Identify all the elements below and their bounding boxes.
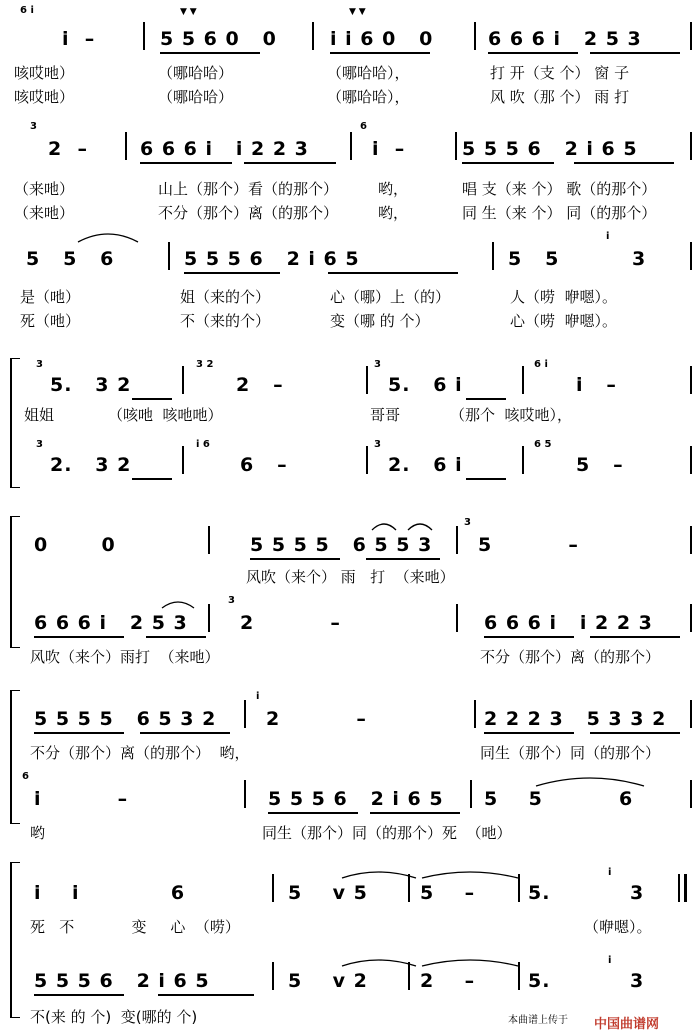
slur <box>370 518 440 532</box>
lyric: （哪哈哈） <box>158 64 234 82</box>
notes-measure: 5. <box>528 970 551 992</box>
beam-line <box>132 398 172 400</box>
notes-measure: 2 – <box>266 708 367 730</box>
lyric: 人（唠 咿嗯）。 <box>510 288 618 306</box>
grace-note: 3 <box>464 517 471 528</box>
lyric: 哟， <box>378 204 409 222</box>
barline <box>312 22 314 50</box>
notes-measure: 5 – <box>478 534 579 556</box>
final-barline <box>684 874 687 902</box>
lyric: 风吹（来个） 雨 打 （来吔） <box>246 568 455 586</box>
notes-measure: 6 – <box>240 454 288 476</box>
barline <box>474 22 476 50</box>
barline <box>408 874 410 902</box>
beam-line <box>132 478 172 480</box>
lyric: 是（吔） <box>20 288 81 306</box>
grace-note: i <box>606 231 610 242</box>
notes-measure: 5 v 5 <box>288 882 368 904</box>
lyric: 咳哎吔） <box>14 64 75 82</box>
barline <box>690 526 692 554</box>
barline <box>492 242 494 270</box>
beam-line <box>574 162 674 164</box>
lyric: 心（哪）上（的） <box>330 288 451 306</box>
notes-measure: 5 5 5 6 2 i 6 5 <box>34 970 210 992</box>
beam-line <box>140 162 232 164</box>
notes-measure: i i 6 0 0 <box>330 28 434 50</box>
lyric: 不分（那个）离（的那个） 哟， <box>30 744 250 762</box>
grace-note: i <box>608 955 612 966</box>
notes-measure: 5. 6 i <box>388 374 463 396</box>
notes-measure: 2 2 2 3 5 3 3 2 <box>484 708 667 730</box>
lyric: 姐姐 <box>24 406 55 424</box>
beam-line <box>140 732 230 734</box>
grace-note: 6 <box>22 771 29 782</box>
barline <box>366 366 368 394</box>
barline <box>690 366 692 394</box>
grace-note: 3 2 <box>196 359 214 370</box>
barline <box>455 132 457 160</box>
grace-note: 3 <box>228 595 235 606</box>
barline <box>678 874 680 902</box>
barline <box>366 446 368 474</box>
notes-measure: 2. 6 i <box>388 454 463 476</box>
notes-measure: 2 – <box>236 374 284 396</box>
accent-mark: ▼ ▼ <box>180 7 197 17</box>
lyric: 死 不 变 心 （唠） <box>30 918 240 936</box>
barline <box>456 526 458 554</box>
slur <box>160 596 200 610</box>
site-logo[interactable]: 中国曲谱网 <box>594 1017 660 1032</box>
accent-mark: ▼ ▼ <box>349 7 366 17</box>
beam-line <box>370 812 460 814</box>
barline <box>244 700 246 728</box>
barline <box>272 874 274 902</box>
grace-note: i <box>608 867 612 878</box>
beam-line <box>34 732 124 734</box>
barline <box>208 526 210 554</box>
notes-measure: 3 <box>632 248 647 270</box>
lyric: 哟， <box>378 180 409 198</box>
barline <box>518 874 520 902</box>
lyric: 咳哎吔） <box>14 88 75 106</box>
system-bracket <box>10 690 20 824</box>
system-bracket <box>10 516 20 648</box>
notes-measure: 6 6 6 i i 2 2 3 <box>140 138 309 160</box>
beam-line <box>34 636 124 638</box>
notes-measure: 5 5 5 5 6 5 3 2 <box>34 708 217 730</box>
footer-uploader-text: 本曲谱上传于 <box>508 1015 568 1026</box>
notes-measure: 5 – <box>576 454 624 476</box>
barline <box>456 604 458 632</box>
barline <box>690 22 692 50</box>
barline <box>143 22 145 50</box>
lyric: （咳吔 咳吔吔） <box>108 406 223 424</box>
notes-measure: 5 5 5 6 2 i 6 5 <box>462 138 638 160</box>
notes-measure: i – <box>34 788 129 810</box>
barline <box>470 780 472 808</box>
lyric: 同 生（来 个） 同（的那个） <box>462 204 657 222</box>
beam-line <box>160 52 260 54</box>
lyric: 心（唠 咿嗯）。 <box>510 312 618 330</box>
notes-measure: 6 6 6 i i 2 2 3 <box>484 612 653 634</box>
grace-note: 6 <box>360 121 367 132</box>
notes-measure: 2. 3 2 <box>50 454 132 476</box>
beam-line <box>268 812 358 814</box>
beam-line <box>328 272 458 274</box>
lyric: （哪哈哈） <box>158 88 234 106</box>
lyric: 不（来的个） <box>180 312 271 330</box>
grace-note: i 6 <box>196 439 210 450</box>
barline <box>522 446 524 474</box>
slur <box>534 774 646 788</box>
beam-line <box>466 478 506 480</box>
slur <box>340 954 520 968</box>
notes-measure: 5 5 5 6 2 i 6 5 <box>184 248 360 270</box>
barline <box>272 962 274 990</box>
notes-measure: 6 6 6 i 2 5 3 <box>34 612 188 634</box>
barline <box>125 132 127 160</box>
beam-line <box>146 636 206 638</box>
barline <box>690 446 692 474</box>
lyric: （咿嗯）。 <box>584 918 652 936</box>
notes-measure: 2 – <box>420 970 476 992</box>
beam-line <box>590 732 680 734</box>
grace-note: 3 <box>374 439 381 450</box>
barline <box>408 962 410 990</box>
lyric: 哥哥 <box>370 406 401 424</box>
beam-line <box>330 52 430 54</box>
notes-measure: 2 – <box>48 138 88 160</box>
notes-measure: 6 6 6 i 2 5 3 <box>488 28 642 50</box>
lyric: 风 吹（那 个） 雨 打 <box>490 88 630 106</box>
beam-line <box>184 272 280 274</box>
lyric: （来吔） <box>14 180 75 198</box>
beam-line <box>488 52 578 54</box>
lyric: （那个 咳哎吔）， <box>450 406 573 424</box>
grace-note: 3 <box>36 359 43 370</box>
grace-note: 3 <box>36 439 43 450</box>
beam-line <box>250 558 340 560</box>
beam-line <box>590 636 680 638</box>
barline <box>168 242 170 270</box>
lyric: （来吔） <box>14 204 75 222</box>
grace-note: 6 5 <box>534 439 552 450</box>
slur <box>340 866 520 880</box>
barline <box>518 962 520 990</box>
notes-measure: 2 – <box>240 612 341 634</box>
notes-measure: 5 5 6 0 0 <box>160 28 277 50</box>
barline <box>690 700 692 728</box>
barline <box>522 366 524 394</box>
lyric: 不分（那个）离（的那个） <box>158 204 339 222</box>
lyric: 死（吔） <box>20 312 81 330</box>
beam-line <box>484 732 574 734</box>
beam-line <box>462 162 554 164</box>
barline <box>350 132 352 160</box>
notes-measure: 5 5 5 6 2 i 6 5 <box>268 788 444 810</box>
notes-measure: 5 5 6 <box>26 248 115 270</box>
grace-note: 6 i <box>534 359 548 370</box>
beam-line <box>34 994 124 996</box>
barline <box>244 780 246 808</box>
lyric: 风吹（来个）雨打 （来吔） <box>30 648 220 666</box>
notes-measure: 5 5 6 <box>484 788 634 810</box>
lyric: 不(来 的 个) 变(哪的 个) <box>30 1008 198 1026</box>
beam-line <box>244 162 336 164</box>
barline <box>690 604 692 632</box>
notes-measure: 3 <box>630 882 645 904</box>
notes-measure: i – <box>372 138 406 160</box>
notes-measure: 0 0 <box>34 534 116 556</box>
lyric: 唱 支（来 个） 歌（的那个） <box>462 180 657 198</box>
lyric: 同生（那个）同（的那个） <box>480 744 661 762</box>
lyric: 打 开（支 个） 窗 子 <box>490 64 630 82</box>
lyric: 山上（那个）看（的那个） <box>158 180 339 198</box>
slur <box>76 230 140 244</box>
lyric: 哟 <box>30 824 46 842</box>
notes-measure: 5. <box>528 882 551 904</box>
system-bracket <box>10 862 20 1018</box>
notes-measure: 5 5 <box>508 248 560 270</box>
lyric: 不分（那个）离（的那个） <box>480 648 661 666</box>
system-bracket <box>10 358 20 488</box>
grace-note: 6 i <box>20 5 34 16</box>
notes-measure: i i 6 <box>34 882 186 904</box>
lyric: 姐（来的个） <box>180 288 271 306</box>
beam-line <box>158 994 254 996</box>
barline <box>474 700 476 728</box>
lyric: 同生（那个）同（的那个）死 （吔） <box>262 824 512 842</box>
barline <box>182 366 184 394</box>
grace-note: 3 <box>30 121 37 132</box>
notes-measure: i – <box>576 374 617 396</box>
barline <box>182 446 184 474</box>
notes-measure: 5 5 5 5 6 5 5 3 <box>250 534 433 556</box>
barline <box>208 604 210 632</box>
grace-note: 3 <box>374 359 381 370</box>
notes-measure: 5 v 2 <box>288 970 368 992</box>
notes-measure: 5 – <box>420 882 476 904</box>
notes-measure: i – <box>62 28 96 50</box>
grace-note: i <box>256 691 260 702</box>
lyric: 变（哪 的 个） <box>330 312 430 330</box>
lyric: （哪哈哈）， <box>327 88 410 106</box>
lyric: （哪哈哈）， <box>327 64 410 82</box>
beam-line <box>366 558 440 560</box>
notes-measure: 3 <box>630 970 645 992</box>
barline <box>690 780 692 808</box>
notes-measure: 5. 3 2 <box>50 374 132 396</box>
barline <box>690 242 692 270</box>
beam-line <box>484 636 574 638</box>
beam-line <box>466 398 506 400</box>
beam-line <box>590 52 680 54</box>
barline <box>690 132 692 160</box>
